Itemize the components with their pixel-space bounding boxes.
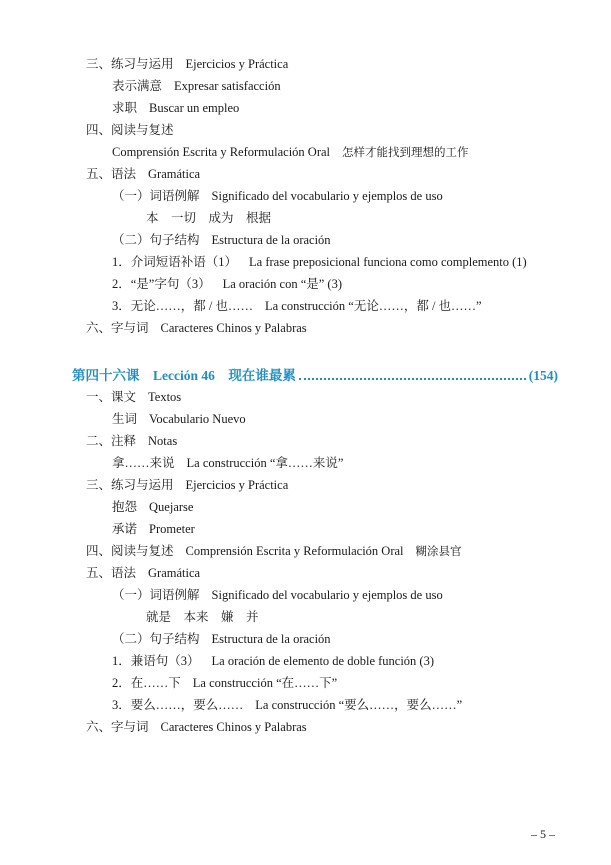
lesson-page-number: (154): [528, 368, 558, 383]
heading-es: Textos: [148, 390, 182, 404]
vocab-words: 就是 本来 嫌 并: [146, 610, 259, 624]
toc-reading-heading[interactable]: [86, 122, 174, 138]
toc-newwords-item[interactable]: [112, 411, 246, 427]
reading-es: Comprensión Escrita y Reformulación Oral: [112, 145, 330, 159]
toc-structure-heading[interactable]: [112, 631, 331, 647]
reading-title-zh: 怎样才能找到理想的工作: [342, 145, 469, 159]
item-zh: 抱怨: [112, 500, 138, 514]
item-zh: 2．“是”字句（3）: [112, 277, 211, 291]
page-number: – 5 –: [531, 827, 555, 841]
toc-structure-item[interactable]: [112, 254, 527, 270]
subheading-zh: （一）词语例解: [112, 588, 200, 602]
heading-es: Ejercicios y Práctica: [185, 478, 289, 492]
lesson-46-heading[interactable]: [72, 366, 558, 384]
subheading-es: Significado del vocabulario y ejemplos de uso: [211, 189, 443, 203]
subheading-zh: （二）句子结构: [112, 632, 200, 646]
item-zh: 生词: [112, 412, 138, 426]
toc-practice-heading[interactable]: [86, 477, 288, 493]
toc-note-item[interactable]: [112, 455, 343, 471]
heading-zh: 三、练习与运用: [86, 57, 174, 71]
item-es: Buscar un empleo: [149, 101, 240, 115]
item-zh: 表示满意: [112, 79, 163, 93]
toc-practice-item[interactable]: [112, 521, 195, 537]
toc-text-heading[interactable]: [86, 389, 181, 405]
heading-zh: 五、语法: [86, 167, 137, 181]
subheading-zh: （一）词语例解: [112, 189, 200, 203]
toc-structure-item[interactable]: [112, 697, 462, 713]
leader-dots: [299, 378, 526, 380]
heading-es: Gramática: [148, 167, 201, 181]
toc-structure-item[interactable]: [112, 675, 337, 691]
item-zh: 3．无论……，都 / 也……: [112, 299, 253, 313]
item-es: La oración con “是” (3): [222, 277, 342, 291]
toc-structure-item[interactable]: [112, 276, 342, 292]
item-zh: 3．要么……，要么……: [112, 698, 244, 712]
heading-es: Comprensión Escrita y Reformulación Oral: [185, 544, 404, 558]
toc-structure-item[interactable]: [112, 653, 434, 669]
heading-zh: 二、注释: [86, 434, 137, 448]
item-zh: 承诺: [112, 522, 138, 536]
heading-zh: 六、字与词: [86, 321, 149, 335]
heading-es: Gramática: [148, 566, 201, 580]
item-zh: 求职: [112, 101, 138, 115]
item-es: Quejarse: [149, 500, 194, 514]
item-zh: 拿……来说: [112, 456, 175, 470]
toc-characters-heading[interactable]: [86, 719, 307, 735]
toc-grammar-heading[interactable]: [86, 565, 200, 581]
subheading-es: Estructura de la oración: [211, 632, 331, 646]
heading-es: Ejercicios y Práctica: [185, 57, 289, 71]
heading-es: Caracteres Chinos y Palabras: [160, 321, 307, 335]
item-es: La oración de elemento de doble función (3): [211, 654, 434, 668]
subheading-es: Estructura de la oración: [211, 233, 331, 247]
item-es: La construcción “无论……，都 / 也……”: [264, 299, 482, 313]
item-es: Expresar satisfacción: [174, 79, 281, 93]
toc-notes-heading[interactable]: [86, 433, 177, 449]
item-es: La frase preposicional funciona como complemento (1): [249, 255, 527, 269]
heading-es: Notas: [148, 434, 178, 448]
item-es: Vocabulario Nuevo: [149, 412, 246, 426]
toc-practice-item[interactable]: [112, 100, 239, 116]
toc-reading-heading[interactable]: [86, 543, 462, 559]
toc-characters-heading[interactable]: [86, 320, 307, 336]
toc-structure-heading[interactable]: [112, 232, 331, 248]
item-zh: 1．介词短语补语（1）: [112, 255, 238, 269]
toc-practice-item[interactable]: [112, 499, 193, 515]
item-zh: 1．兼语句（3）: [112, 654, 200, 668]
heading-zh: 三、练习与运用: [86, 478, 174, 492]
reading-title-zh: 糊涂县官: [415, 544, 462, 558]
toc-vocab-heading[interactable]: [112, 587, 443, 603]
item-es: La construcción “要么……，要么……”: [255, 698, 463, 712]
heading-es: Caracteres Chinos y Palabras: [160, 720, 307, 734]
subheading-zh: （二）句子结构: [112, 233, 200, 247]
toc-grammar-heading[interactable]: [86, 166, 200, 182]
heading-zh: 五、语法: [86, 566, 137, 580]
heading-zh: 一、课文: [86, 390, 137, 404]
item-es: La construcción “在……下”: [192, 676, 338, 690]
toc-vocab-words: [146, 210, 271, 226]
toc-vocab-words: [146, 609, 259, 625]
vocab-words: 本 一切 成为 根据: [146, 211, 272, 225]
item-es: La construcción “拿……来说”: [186, 456, 344, 470]
item-es: Prometer: [149, 522, 195, 536]
toc-vocab-heading[interactable]: [112, 188, 443, 204]
heading-zh: 六、字与词: [86, 720, 149, 734]
toc-reading-detail[interactable]: [112, 144, 469, 160]
toc-practice-item[interactable]: [112, 78, 281, 94]
toc-practice-heading[interactable]: [86, 56, 288, 72]
heading-zh: 四、阅读与复述: [86, 123, 174, 137]
heading-zh: 四、阅读与复述: [86, 544, 174, 558]
subheading-es: Significado del vocabulario y ejemplos de uso: [211, 588, 443, 602]
item-zh: 2．在……下: [112, 676, 181, 690]
lesson-title: 第四十六课 Lección 46 现在谁最累: [72, 368, 296, 383]
toc-structure-item[interactable]: [112, 298, 482, 314]
